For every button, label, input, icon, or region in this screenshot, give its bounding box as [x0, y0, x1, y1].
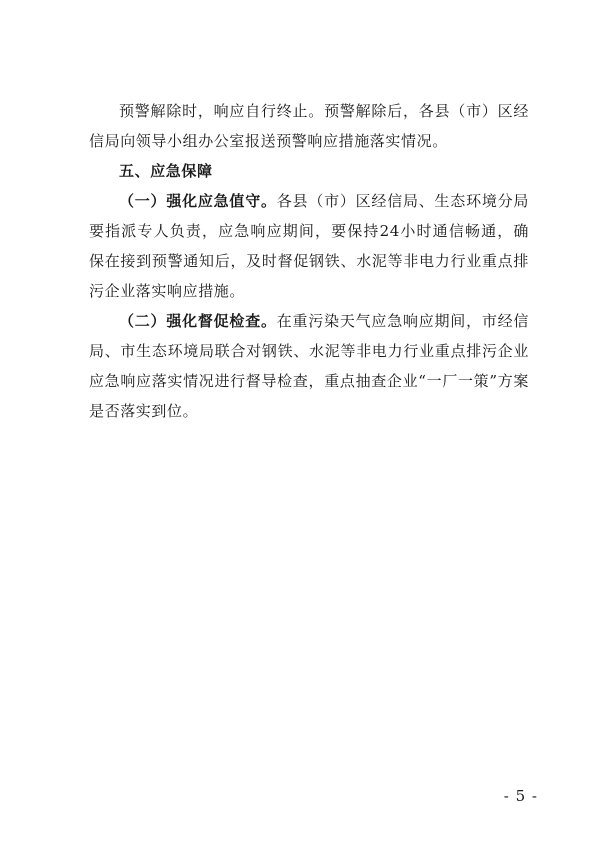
item-2-lead: （二）强化督促检查。 — [119, 312, 277, 330]
paragraph-supervision-inspection — [89, 306, 529, 426]
page-number: - 5 - — [503, 787, 538, 805]
item-1-body: 各县（市）区经信局、生态环境分局要指派专人负责，应急响应期间，要保持24小时通信畅通，确保在接到预警通知后，及时督促钢铁、水泥等非电力行业重点排污企业落实响应措施。 — [89, 192, 529, 300]
item-1-lead: （一）强化应急值守。 — [119, 192, 277, 210]
section-heading-emergency-support: 五、应急保障 — [119, 162, 213, 180]
item-2-body: 在重污染天气应急响应期间，市经信局、市生态环境局联合对钢铁、水泥等非电力行业重点排污企业应急响应落实情况进行督导检查，重点抽查企业“一厂一策”方案是否落实到位。 — [89, 312, 529, 420]
body-text — [89, 96, 529, 426]
paragraph-warning-termination: 预警解除时，响应自行终止。预警解除后，各县（市）区经信局向领导小组办公室报送预警响应措施落实情况。 — [89, 102, 529, 150]
paragraph-emergency-duty — [89, 186, 529, 306]
